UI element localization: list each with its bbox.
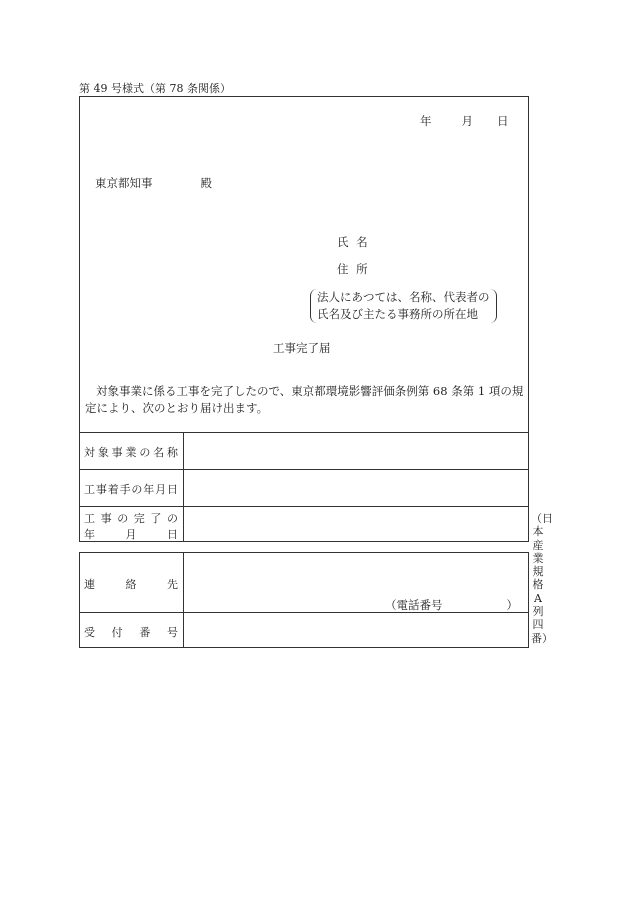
project-name-field[interactable] bbox=[184, 433, 528, 469]
applicant-address-label: 住 所 bbox=[337, 262, 370, 276]
honorific: 殿 bbox=[200, 176, 212, 190]
completion-date-field[interactable] bbox=[184, 507, 528, 541]
phone-number-line[interactable] bbox=[385, 597, 518, 613]
date-month: 月 bbox=[461, 114, 473, 128]
document-title: 工事完了届 bbox=[273, 341, 331, 355]
row-label-completion-date-1: 工事の完了の bbox=[84, 512, 178, 525]
paper-size-note: （日本産業規格A列四番） bbox=[531, 512, 553, 645]
receipt-number-label: 受 付 番 号 bbox=[84, 626, 178, 639]
start-date-field[interactable] bbox=[184, 470, 528, 506]
corporate-note bbox=[310, 289, 497, 323]
row-label-start-date: 工事着手の年月日 bbox=[84, 483, 178, 496]
addressee-name: 東京都知事 bbox=[95, 176, 153, 190]
phone-close: ） bbox=[506, 598, 518, 612]
date-line bbox=[420, 113, 509, 129]
contact-label: 連 絡 先 bbox=[84, 578, 178, 591]
addressee bbox=[95, 175, 212, 191]
corporate-note-line1: 法人にあつては、名称、代表者の bbox=[317, 290, 490, 304]
date-year: 年 bbox=[420, 114, 432, 128]
date-day: 日 bbox=[497, 114, 509, 128]
corporate-note-line2: 氏名及び主たる事務所の所在地 bbox=[317, 307, 478, 321]
applicant-name-label: 氏 名 bbox=[337, 235, 370, 249]
contact-column-divider bbox=[183, 552, 184, 648]
row-label-project-name: 対象事業の名称 bbox=[84, 446, 178, 459]
form-number-label: 第 49 号様式（第 78 条関係） bbox=[79, 82, 231, 95]
body-text: 対象事業に係る工事を完了したので、東京都環境影響評価条例第 68 条第 1 項の規定により、次のとおり届け出ます。 bbox=[85, 384, 524, 415]
row-label-completion-date-2: 年月日 bbox=[84, 528, 178, 541]
phone-label: （電話番号 bbox=[385, 598, 443, 612]
